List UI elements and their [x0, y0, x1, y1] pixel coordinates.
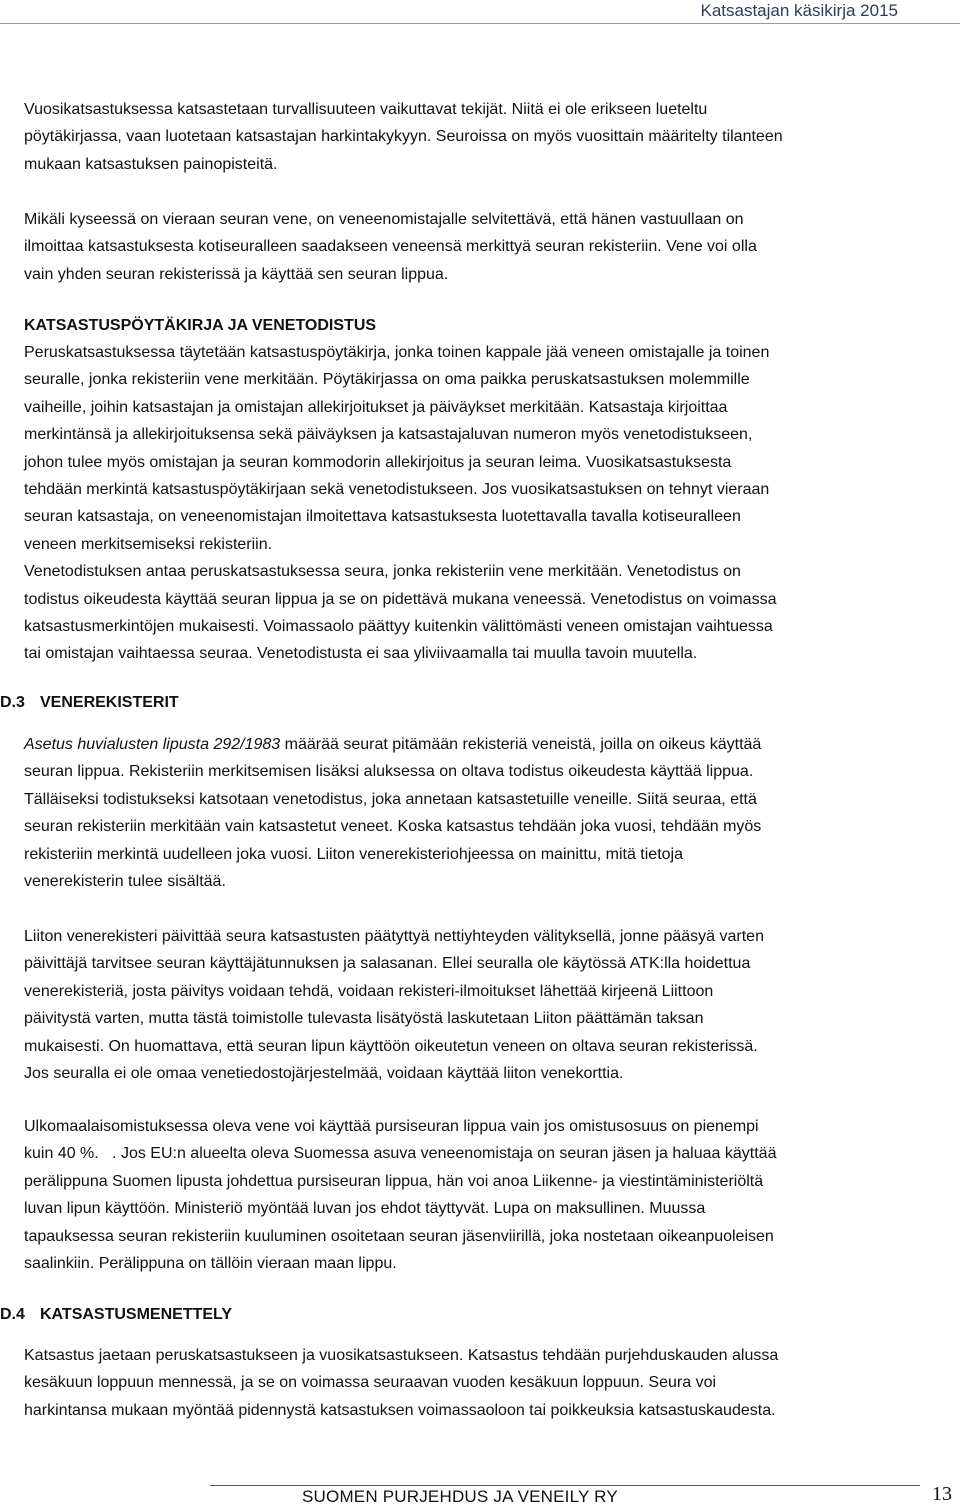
paragraph-foreign-club-boat	[24, 206, 936, 288]
subheading-inspection-protocol: KATSASTUSPÖYTÄKIRJA JA VENETODISTUS	[24, 317, 377, 334]
footer-organization: SUOMEN PURJEHDUS JA VENEILY RY	[302, 1487, 618, 1506]
text-line: todistus oikeudesta käyttää seuran lippua ja se on pidettävä mukana veneessä. Venetodistus on voimassa	[24, 590, 777, 608]
text-line: johon tulee myös omistajan ja seuran kommodorin allekirjoitus ja seuran leima. Vuosikatsastuksesta	[24, 453, 732, 471]
text-line: venerekisterin tulee sisältää.	[24, 873, 226, 891]
text-line: seuran katsastaja, on veneenomistajan ilmoitettava katsastuksesta luotettavalla tavalla kotiseuralleen	[24, 508, 741, 526]
paragraph-inspection-procedure	[24, 1342, 936, 1424]
paragraph-inspection-protocol	[24, 339, 936, 668]
statute-reference: Asetus huvialusten lipusta 292/1983	[24, 736, 281, 753]
text-line: Vuosikatsastuksessa katsastetaan turvallisuuteen vaikuttavat tekijät. Niitä ei ole erikseen lueteltu	[24, 101, 708, 118]
text-line: pöytäkirjassa, vaan luotetaan katsastajan harkintakykyyn. Seuroissa on myös vuosittain määritelty tilanteen	[24, 128, 783, 146]
text-line: vain yhden seuran rekisterissä ja käyttää sen seuran lippua.	[24, 265, 449, 283]
section-heading-d3	[0, 694, 179, 712]
text-line: merkintänsä ja allekirjoituksensa sekä päiväyksen ja katsastajaluvan numeron myös venetodistukseen,	[24, 426, 753, 444]
text-line: perälippuna Suomen lipusta johdettua pursiseuran lippua, hän voi anoa Liikenne- ja viestintäministeriöltä	[24, 1172, 764, 1190]
text-line: seuran lippua. Rekisteriin merkitsemisen lisäksi aluksessa on oltava todistus oikeudesta käyttää lippua.	[24, 763, 754, 781]
section-title: KATSASTUSMENETTELY	[40, 1306, 233, 1323]
section-number: D.3	[0, 694, 25, 711]
text-line: seuran rekisteriin merkitään vain katsastetut veneet. Koska katsastus tehdään joka vuosi, tehdään myös	[24, 818, 762, 836]
section-title: VENEREKISTERIT	[40, 694, 179, 711]
text-line: Mikäli kyseessä on vieraan seuran vene, on veneenomistajalle selvitettävä, että hänen vastuullaan on	[24, 211, 744, 228]
text-line: rekisteriin merkintä uudelleen joka vuosi. Liiton venerekisteriohjeessa on mainittu, mitä tietoja	[24, 845, 683, 863]
text-line: harkintansa mukaan myöntää pidennystä katsastuksen voimassaoloon tai poikkeuksia katsastuskaudesta.	[24, 1401, 776, 1419]
text-line: tai omistajan vaihtaessa seuraa. Venetodistusta ei saa yliviivaamalla tai muulla tavoin muutella.	[24, 645, 698, 663]
text-line: saalinkiin. Perälippuna on tällöin vieraan maan lippu.	[24, 1255, 397, 1273]
text-line: Ulkomaalaisomistuksessa oleva vene voi käyttää pursiseuran lippua vain jos omistusosuus on pienempi	[24, 1118, 759, 1135]
paragraph-register-update	[24, 923, 936, 1087]
page-number: 13	[932, 1483, 952, 1505]
text-line: Jos seuralla ei ole omaa venetiedostojärjestelmää, voidaan käyttää liiton venekorttia.	[24, 1065, 624, 1083]
text-line: kesäkuun loppuun mennessä, ja se on voimassa seuraavan vuoden kesäkuun loppuun. Seura voi	[24, 1374, 717, 1392]
text-line: katsastusmerkintöjen mukaisesti. Voimassaolo päättyy kuitenkin välittömästi veneen omistajan vaihtuessa	[24, 618, 773, 636]
text-line: Asetus huvialusten lipusta 292/1983 määrää seurat pitämään rekisteriä veneistä, joilla on oikeus käyttää	[24, 736, 762, 753]
paragraph-foreign-ownership	[24, 1113, 936, 1277]
section-heading-d4	[0, 1306, 232, 1324]
text-line: päivittäjä tarvitsee seuran käyttäjätunnuksen ja salasanan. Ellei seuralla ole käytössä ATK:lla hoidettua	[24, 955, 751, 973]
text-line: veneen merkitsemiseksi rekisteriin.	[24, 535, 273, 553]
text-line: Peruskatsastuksessa täytetään katsastuspöytäkirja, jonka toinen kappale jää veneen omistajalle ja toinen	[24, 344, 770, 361]
text-line: luvan lipun käyttöön. Ministeriö myöntää luvan jos ehdot täyttyvät. Lupa on maksullinen. Muussa	[24, 1200, 706, 1218]
footer-divider	[210, 1485, 920, 1486]
text-line: seuralle, jonka rekisteriin vene merkitään. Pöytäkirjassa on oma paikka peruskatsastuksen molemmille	[24, 371, 750, 389]
text-line: päivitystä varten, mutta tästä toimistolle tulevasta lisätyöstä laskutetaan Liiton päättämän taksan	[24, 1010, 704, 1028]
text-line: tapauksessa seuran rekisteriin kuuluminen osoitetaan seuran jäsenviirillä, joka nostetaan oikeanpuoleisen	[24, 1227, 774, 1245]
document-title: Katsastajan käsikirja 2015	[700, 1, 898, 20]
text-line: vaiheille, joihin katsastajan ja omistajan allekirjoitukset ja päiväykset merkitään. Katsastaja kirjoittaa	[24, 398, 728, 416]
text-line: Katsastus jaetaan peruskatsastukseen ja vuosikatsastukseen. Katsastus tehdään purjehduskauden alussa	[24, 1347, 779, 1364]
text-line: ilmoittaa katsastuksesta kotiseuralleen saadakseen veneensä merkittyä seuran rekisteriin. Vene voi olla	[24, 238, 757, 256]
text-line: mukaisesti. On huomattava, että seuran lipun käyttöön oikeutetun veneen on oltava seuran rekisterissä.	[24, 1037, 758, 1055]
text-line: Venetodistuksen antaa peruskatsastuksessa seura, jonka rekisteriin vene merkitään. Venetodistus on	[24, 563, 741, 581]
paragraph-boat-register	[24, 731, 936, 895]
text-line: tehdään merkintä katsastuspöytäkirjaan sekä venetodistukseen. Jos vuosikatsastuksen on tehnyt vieraan	[24, 481, 770, 499]
text-line: Liiton venerekisteri päivittää seura katsastusten päätyttyä nettiyhteyden välityksellä, jonne pääsyä varten	[24, 928, 764, 945]
text-line: Tälläiseksi todistukseksi katsotaan venetodistus, joka annetaan katsastetuille veneille. Siitä seuraa, että	[24, 790, 757, 808]
text-line: mukaan katsastuksen painopisteitä.	[24, 155, 278, 173]
section-number: D.4	[0, 1306, 25, 1323]
text-line: kuin 40 %. . Jos EU:n alueelta oleva Suomessa asuva veneenomistaja on seuran jäsen ja haluaa käyttää	[24, 1145, 777, 1163]
paragraph-annual-inspection	[24, 96, 936, 178]
text-line: venerekisteriä, josta päivitys voidaan tehdä, voidaan rekisteri-ilmoitukset lähettää kirjeenä Liittoon	[24, 982, 714, 1000]
header-divider	[0, 23, 960, 24]
